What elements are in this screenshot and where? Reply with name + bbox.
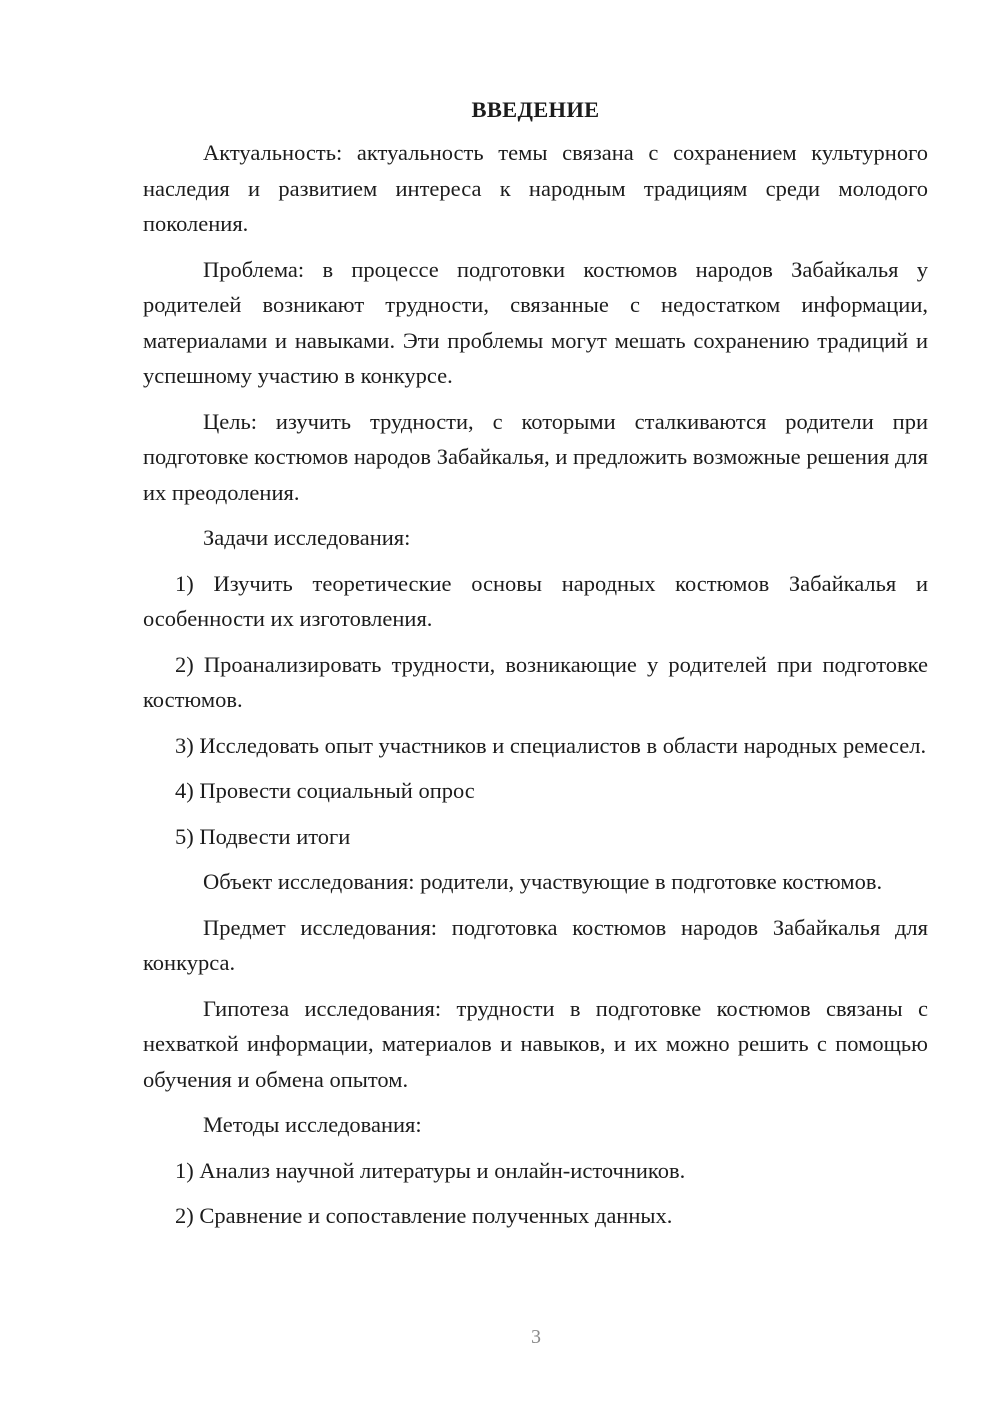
page-number: 3 [531, 1326, 541, 1348]
list-item-task-5: 5) Подвести итоги [175, 823, 351, 849]
paragraph-subject: Предмет исследования: подготовка костюмов народов Забайкалья для конкурса. [143, 914, 928, 975]
list-item-method-1: 1) Анализ научной литературы и онлайн-источников. [175, 1157, 686, 1183]
page-content [143, 95, 928, 1244]
section-heading: ВВЕДЕНИЕ [471, 97, 600, 122]
paragraph-methods-heading: Методы исследования: [203, 1112, 422, 1137]
paragraph-goal: Цель: изучить трудности, с которыми сталкиваются родители при подготовке костюмов народов Забайкалья, и предложить возможные решения для их преодоления. [143, 408, 928, 505]
list-item-task-1: 1) Изучить теоретические основы народных костюмов Забайкалья и особенности их изготовления. [143, 570, 928, 631]
paragraph-object: Объект исследования: родители, участвующие в подготовке костюмов. [203, 869, 883, 894]
paragraph-problem: Проблема: в процессе подготовки костюмов народов Забайкалья у родителей возникают трудности, связанные с недостатком информации, материалами и навыками. Эти проблемы могут мешать сохранению традиций и успешному участию в конкурсе. [143, 256, 928, 388]
list-item-task-3: 3) Исследовать опыт участников и специалистов в области народных ремесел. [175, 732, 927, 758]
paragraph-relevance: Актуальность: актуальность темы связана с сохранением культурного наследия и развитием интереса к народным традициям среди молодого поколения. [143, 140, 928, 236]
list-item-method-2: 2) Сравнение и сопоставление полученных данных. [175, 1203, 673, 1228]
paragraph-tasks-heading: Задачи исследования: [203, 525, 411, 550]
list-item-task-4: 4) Провести социальный опрос [175, 778, 475, 803]
list-item-task-2: 2) Проанализировать трудности, возникающие у родителей при подготовке костюмов. [143, 651, 928, 712]
paragraph-hypothesis: Гипотеза исследования: трудности в подготовке костюмов связаны с нехваткой информации, материалов и навыков, и их можно решить с помощью обучения и обмена опытом. [143, 995, 928, 1092]
